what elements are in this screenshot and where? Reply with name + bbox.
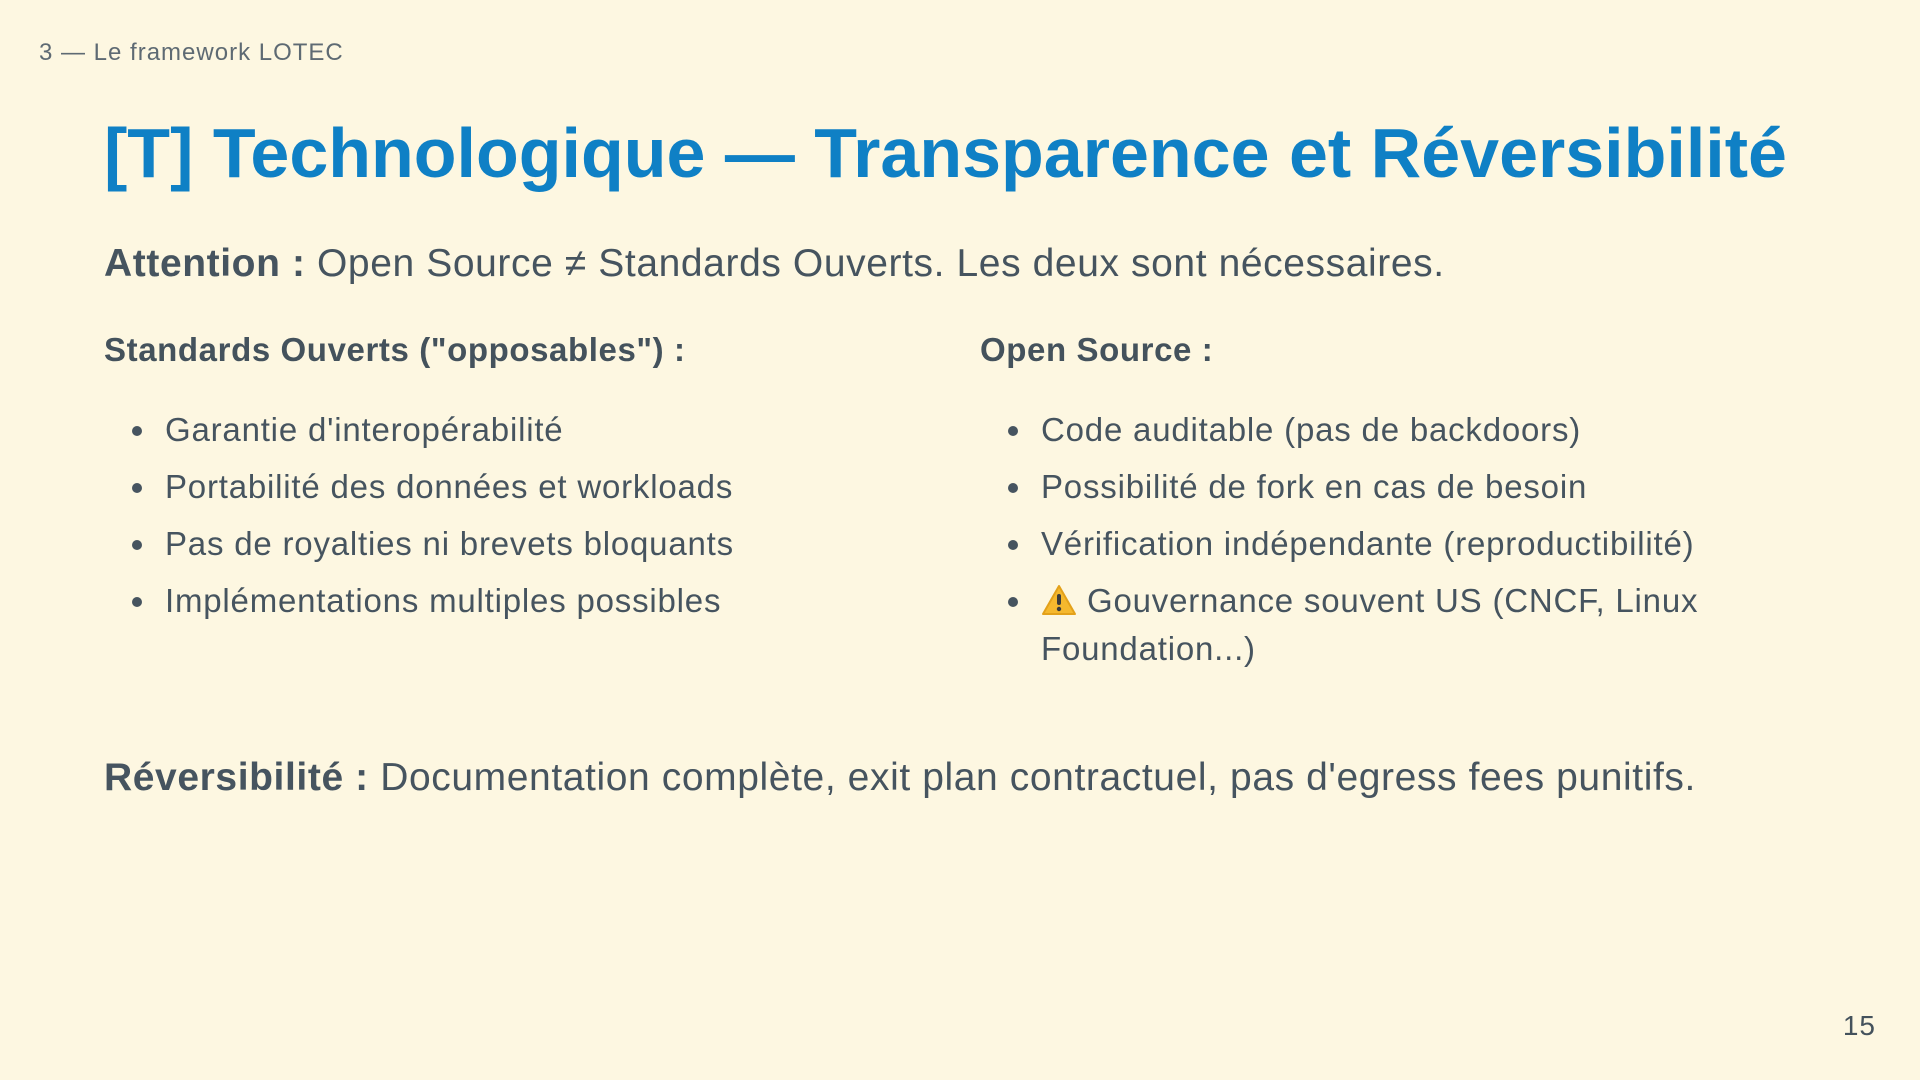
list-item-text: Code auditable (pas de backdoors) [1041,411,1582,448]
open-source-heading: Open Source : [980,331,1214,368]
slide-title: [T] Technologique — Transparence et Réversibilité [104,114,1787,192]
bullet-icon [1008,483,1018,493]
list-item-text: Gouvernance souvent US (CNCF, Linux Foundation...) [1041,582,1699,667]
list-item [980,577,1780,673]
list-item-text: Pas de royalties ni brevets bloquants [165,525,734,562]
lead-text: Open Source ≠ Standards Ouverts. Les deux sont nécessaires. [305,242,1445,285]
bullet-icon [132,426,142,436]
list-item [104,406,980,454]
list-item-text: Garantie d'interopérabilité [165,411,564,448]
open-standards-heading: Standards Ouverts ("opposables") : [104,331,686,368]
page-number: 15 [1842,1010,1876,1041]
list-item [104,463,980,511]
list-item [980,520,1780,568]
list-item [104,520,980,568]
list-item [980,463,1780,511]
bullet-icon [132,483,142,493]
list-item [104,577,980,625]
section-label: 3 — Le framework LOTEC [39,39,344,66]
list-item-text: Vérification indépendante (reproductibilité) [1041,525,1695,562]
list-item-text: Portabilité des données et workloads [165,468,734,505]
bullet-icon [1008,597,1018,607]
open-source-column [980,326,1780,682]
two-column-section [104,326,1804,682]
lead-label: Attention : [104,242,306,285]
open-standards-list [104,406,980,625]
bullet-icon [1008,426,1018,436]
bullet-icon [132,540,142,550]
list-item-text: Implémentations multiples possibles [165,582,722,619]
reversibility-label: Réversibilité : [104,756,369,799]
list-item-text: Possibilité de fork en cas de besoin [1041,468,1588,505]
reversibility-text: Documentation complète, exit plan contractuel, pas d'egress fees punitifs. [368,756,1696,799]
reversibility-paragraph [104,752,1696,804]
open-standards-column [104,326,980,682]
lead-paragraph [104,238,1445,290]
open-source-list [980,406,1780,673]
bullet-icon [132,597,142,607]
warning-icon [1041,584,1077,616]
bullet-icon [1008,540,1018,550]
list-item [980,406,1780,454]
